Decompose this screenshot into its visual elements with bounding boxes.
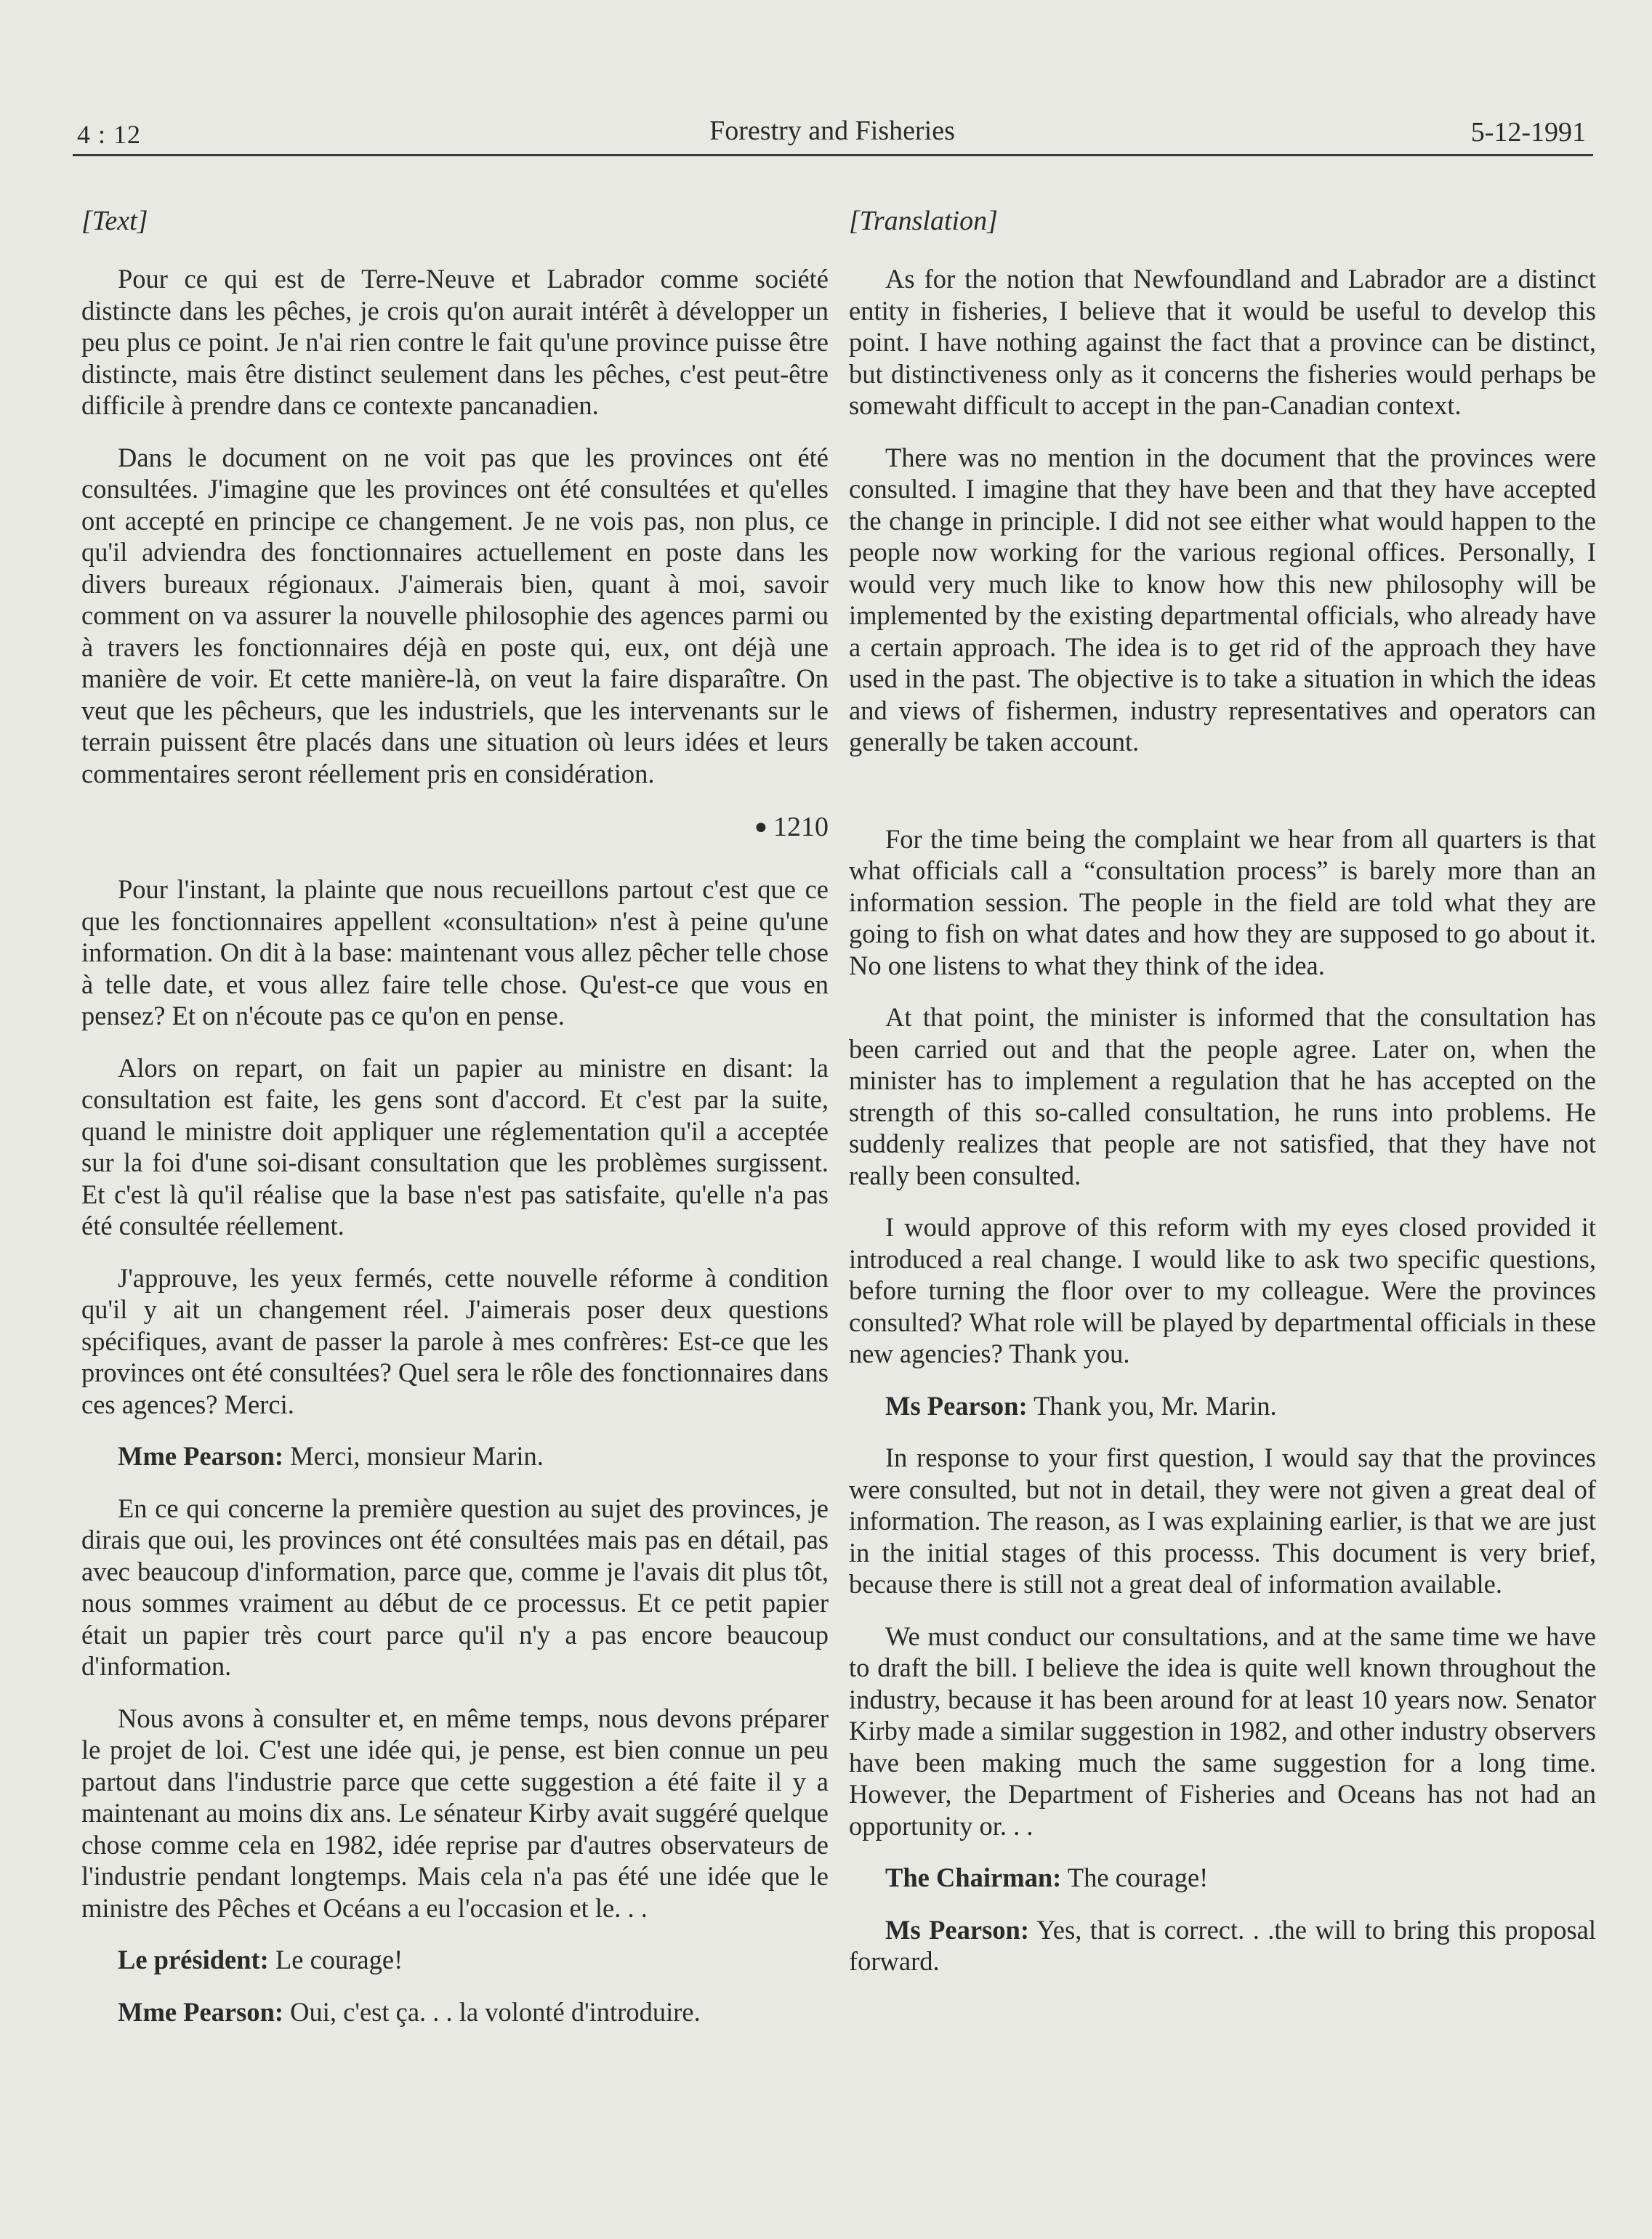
- speaker-text: The courage!: [1061, 1863, 1209, 1892]
- french-column: [81, 203, 829, 2048]
- speaker-name: Mme Pearson:: [118, 1441, 284, 1471]
- speaker-name: Mme Pearson:: [118, 1996, 284, 2027]
- speaker-line: [81, 1944, 829, 1976]
- timestamp: [81, 810, 829, 844]
- page-header: [73, 115, 1592, 156]
- page-number: 4 : 12: [77, 120, 142, 149]
- speaker-name: Ms Pearson:: [885, 1390, 1028, 1421]
- speaker-name: Ms Pearson:: [885, 1914, 1029, 1945]
- publication-title: Forestry and Fisheries: [709, 116, 955, 146]
- paragraph: There was no mention in the document that the provinces were consulted. I imagine that they have been and that they have accepted the change in principle. I did not see either what would happen to the people now working for the various regional offices. Personally, I would very much like to know how this new philosophy will be implemented by the existing departmental officials, who already have a certain approach. The idea is to get rid of the approach they have used in the past. The objective is to take a situation in which the ideas and views of fishermen, industry representatives and operators can generally be taken account.: [849, 442, 1596, 757]
- english-column: [849, 203, 1596, 1998]
- speaker-line: [81, 1996, 829, 2028]
- speaker-line: [849, 1914, 1596, 1977]
- paragraph: In response to your first question, I would say that the provinces were consulted, but not in detail, they were not given a great deal of information. The reason, as I was explaining earlier, is that we are just in the initial stages of this processs. This document is very brief, because there is still not a great deal of information available.: [849, 1443, 1596, 1599]
- publication-date: 5-12-1991: [1470, 117, 1586, 148]
- paragraph: Alors on repart, on fait un papier au ministre en disant: la consultation est faite, les gens sont d'accord. Et c'est par la suite, quand le ministre doit appliquer une réglementation qu'il a acceptée sur la foi d'une soi-disant consultation que les problèmes surgissent. Et c'est là qu'il réalise que la base n'est pas satisfaite, qu'elle n'a pas été consultée réellement.: [81, 1052, 829, 1240]
- paragraph: As for the notion that Newfoundland and Labrador are a distinct entity in fisheries, I believe that it would be useful to develop this point. I have nothing against the fact that a province can be distinct, but distinctiveness only as it concerns the fisheries would perhaps be somewaht difficult to accept in the pan-Canadian context.: [849, 264, 1596, 420]
- speaker-text: Le courage!: [268, 1945, 403, 1974]
- paragraph: Pour l'instant, la plainte que nous recueillons partout c'est que ce que les fonctionnaires appellent «consultation» n'est à peine qu'une information. On dit à la base: maintenant vous allez pêcher telle chose à telle date, et vous allez faire telle chose. Qu'est-ce que vous en pensez? Et on n'écoute pas ce qu'on en pense.: [81, 874, 829, 1030]
- speaker-line: [849, 1390, 1596, 1422]
- bullet-icon: ●: [754, 815, 767, 839]
- translation-label: [Translation]: [849, 206, 998, 236]
- paragraph: For the time being the complaint we hear from all quarters is that what officials call a “consultation process” is barely more than an information session. The people in the field are told what they are going to fish on what dates and how they are supposed to go about it. No one listens to what they think of the idea.: [849, 823, 1596, 980]
- speaker-text: Oui, c'est ça. . . la volonté d'introduire.: [283, 1996, 701, 2027]
- paragraph: At that point, the minister is informed that the consultation has been carried out and that the people agree. Later on, when the minister has to implement a regulation that he has accepted on the strength of this so-called consultation, he runs into problems. He suddenly realizes that people are not satisfied, that they have not really been consulted.: [849, 1002, 1596, 1190]
- paragraph: J'approuve, les yeux fermés, cette nouvelle réforme à condition qu'il y ait un changement réel. J'aimerais poser deux questions spécifiques, avant de passer la parole à mes confrères: Est-ce que les provinces ont été consultées? Quel sera le rôle des fonctionnaires dans ces agences? Merci.: [81, 1262, 829, 1419]
- text-label: [Text]: [81, 206, 148, 236]
- speaker-line: [81, 1440, 829, 1472]
- paragraph: We must conduct our consultations, and at the same time we have to draft the bill. I believe the idea is quite well known throughout the industry, because it has been around for at least 10 years now. Senator Kirby made a similar suggestion in 1982, and other industry observers have been making much the same suggestion for a long time. However, the Department of Fisheries and Oceans has not had an opportunity or. . .: [849, 1621, 1596, 1841]
- header-rule: [73, 154, 1593, 156]
- speaker-name: Le président:: [118, 1945, 269, 1974]
- speaker-name: The Chairman:: [885, 1863, 1062, 1892]
- paragraph: I would approve of this reform with my eyes closed provided it introduced a real change. I would like to ask two specific questions, before turning the floor over to my colleague. Were the provinces consulted? What role will be played by departmental officials in these new agencies? Thank you.: [849, 1212, 1596, 1368]
- speaker-line: [849, 1862, 1596, 1894]
- speaker-text: Thank you, Mr. Marin.: [1027, 1390, 1277, 1421]
- paragraph: Nous avons à consulter et, en même temps, nous devons préparer le projet de loi. C'est une idée qui, je pense, est bien connue un peu partout dans l'industrie parce que cette suggestion a été faite il y a maintenant au moins dix ans. Le sénateur Kirby avait suggéré quelque chose comme cela en 1982, idée reprise par d'autres observateurs de l'industrie pendant longtemps. Mais cela n'a pas été une idée que le ministre des Pêches et Océans a eu l'occasion et le. . .: [81, 1703, 829, 1923]
- paragraph: En ce qui concerne la première question au sujet des provinces, je dirais que oui, les provinces ont été consultées mais pas en détail, pas avec beaucoup d'information, parce que, comme je l'avais dit plus tôt, nous sommes vraiment au début de ce processus. Et ce petit papier était un papier très court parce qu'il n'y a pas encore beaucoup d'information.: [81, 1493, 829, 1681]
- timestamp-spacer: [849, 778, 1596, 823]
- speaker-text: Merci, monsieur Marin.: [283, 1441, 544, 1471]
- timestamp-value: 1210: [773, 812, 829, 842]
- paragraph: Pour ce qui est de Terre-Neuve et Labrador comme société distincte dans les pêches, je crois qu'on aurait intérêt à développer un peu plus ce point. Je n'ai rien contre le fait qu'une province puisse être distincte, mais être distinct seulement dans les pêches, c'est peut-être difficile à prendre dans ce contexte pancanadien.: [81, 264, 829, 420]
- speaker-text: Yes, that is correct. . .the will to bring this proposal forward.: [849, 1914, 1596, 1976]
- paragraph: Dans le document on ne voit pas que les provinces ont été consultées. J'imagine que les provinces ont été consultées et qu'elles ont accepté en principe ce changement. Je ne vois pas, non plus, ce qu'il adviendra des fonctionnaires actuellement en poste dans les divers bureaux régionaux. J'aimerais bien, quant à moi, savoir comment on va assurer la nouvelle philosophie des agences parmi ou à travers les fonctionnaires déjà en poste qui, eux, ont déjà une manière de voir. Et cette manière-là, on veut la faire disparaître. On veut que les pêcheurs, que les industriels, que les intervenants sur le terrain puissent être placés dans une situation où leurs idées et leurs commentaires seront réellement pris en considération.: [81, 442, 829, 788]
